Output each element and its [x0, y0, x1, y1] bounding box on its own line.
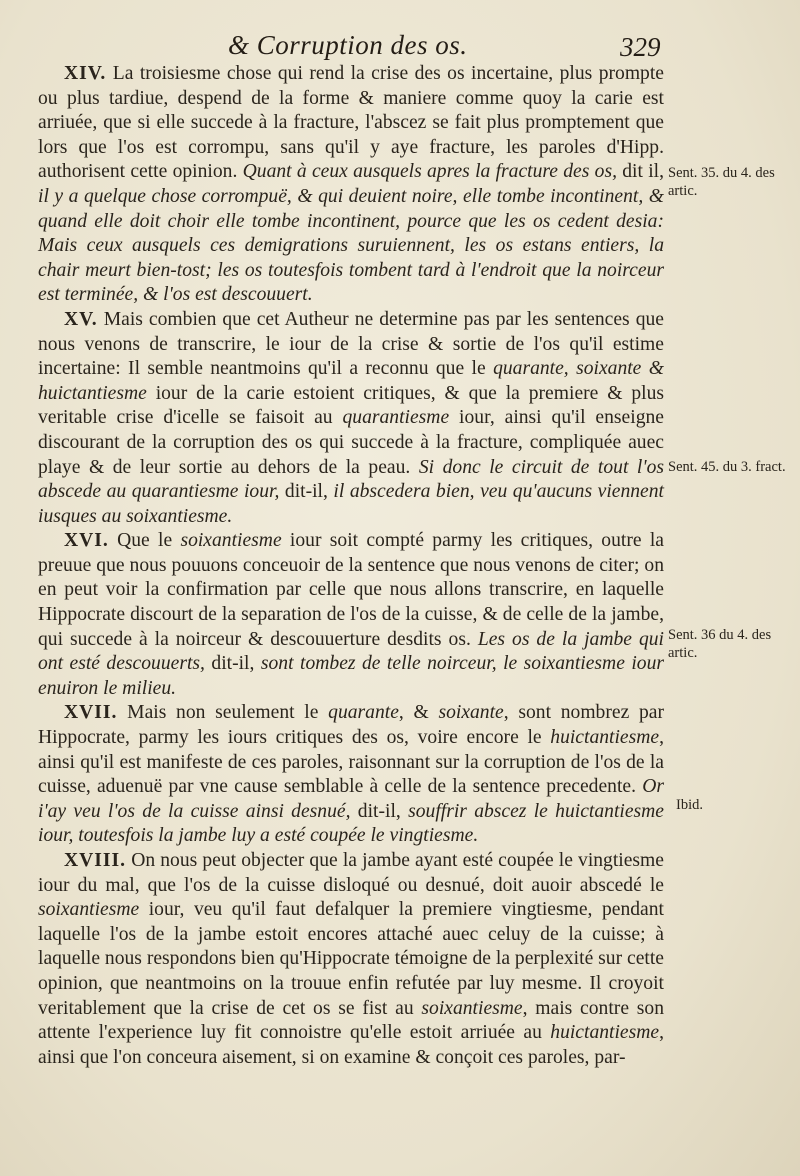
- paragraph-number: XV.: [64, 308, 98, 330]
- text: iour, ainsi qu'il enseigne discourant de la corruption des os qui succede à la fracture, compliquée auec playe & de leur sortie au dehors de la peau.: [38, 407, 664, 478]
- text: , mais contre son attente l'experience luy fit connoistre qu'elle estoit arriuée au: [38, 997, 664, 1044]
- text: dit-il,: [279, 481, 334, 503]
- page-header: [0, 26, 800, 66]
- paragraph-number: XVIII.: [64, 850, 127, 871]
- italic-text: huictantiesme: [550, 1022, 660, 1044]
- text: Que le: [108, 530, 181, 552]
- italic-text: sont tombez de telle noirceur, le soixantiesme iour enuiron le milieu.: [38, 653, 665, 699]
- margin-note: Ibid.: [676, 797, 703, 813]
- italic-text: Quant à ceux ausquels apres la fracture des os,: [242, 161, 617, 183]
- paragraph: [38, 701, 664, 849]
- text: iour, veu qu'il faut defalquer la premiere vingtiesme, pendant laquelle l'os de la jambe estoit encores attaché auec celuy de la cuisse; à laquelle nous respondons bien qu'Hippocrate témoigne de la perplexité sur cette opinion, que neantmoins on la trouue enfin refutée par luy mesme. Il croyoit veritablement que la crise de cet os se fist au: [38, 899, 664, 1019]
- italic-text: soixante: [438, 702, 504, 724]
- italic-text: souffrir abscez le huictantiesme iour, toutesfois la jambe luy a esté coupée le vingtiesme.: [38, 800, 664, 847]
- margin-note: Sent. 45. du 3. fract.: [668, 459, 786, 475]
- italic-text: Les os de la jambe qui ont esté descouuerts,: [38, 628, 665, 675]
- text: Mais non seulement le: [117, 702, 329, 724]
- italic-text: Or i'ay veu l'os de la cuisse ainsi desnué,: [38, 776, 664, 822]
- italic-text: soixantiesme: [421, 997, 523, 1019]
- italic-text: il y a quelque chose corrompuë, & qui deuient noire, elle tombe incontinent, & quand elle doit choir elle tombe incontinent, pource que les os cedent desia: Mais ceux ausquels ces demigrations suruiennent, les os estans entiers, la chair meurt bien-tost; les os toutesfois tombent tard à l'endroit que la noirceur est terminée, & l'os est descouuert.: [38, 185, 664, 306]
- italic-text: huictantiesme: [550, 727, 660, 749]
- italic-text: quarantiesme: [342, 407, 450, 429]
- text: dit-il,: [350, 800, 409, 822]
- italic-text: il abscedera bien, veu qu'aucuns viennent iusques au soixantiesme.: [38, 481, 664, 527]
- text: Mais combien que cet Autheur ne determine pas par les sentences que nous venons de transcrire, le iour de la crise & sortie de l'os qu'il estime incertaine: Il semble neantmoins qu'il a reconnu que le: [38, 308, 664, 380]
- paragraph-number: XVII.: [64, 702, 118, 724]
- italic-text: quarante, soixante & huictantiesme: [38, 358, 664, 404]
- paragraph: [38, 849, 664, 1070]
- italic-text: soixantiesme: [38, 899, 140, 921]
- text: dit-il,: [204, 653, 261, 675]
- text: On nous peut objecter que la jambe ayant esté coupée le vingtiesme iour du mal, que l'os de la cuisse disloqué ou desnué, doit auoir abscedé le: [38, 850, 664, 896]
- margin-note: Sent. 36 du 4. des artic.: [668, 627, 772, 661]
- paragraph: [38, 308, 664, 529]
- text: , sont nombrez par Hippocrate, parmy les iours critiques des os, voire encore le: [38, 702, 664, 749]
- paragraph: [38, 62, 664, 308]
- running-title: & Corruption des os.: [228, 30, 468, 60]
- main-text: [38, 62, 664, 1070]
- text: iour soit compté parmy les critiques, outre la preuue que nous pouuons conceuoir de la sentence que nous venons de citer; on en peut voir la confirmation par celle que nous allons transcrire, en laquelle Hippocrate discourt de la separation de l'os de la cuisse, & de celle de la jambe, qui succede à la noirceur & descouuerture desdits os.: [38, 530, 664, 650]
- text: iour de la carie estoient critiques, & que la premiere & plus veritable crise d'icelle se faisoit au: [38, 382, 664, 429]
- text: La troisiesme chose qui rend la crise des os incertaine, plus prompte ou plus tardiue, despend de la forme & maniere comme quoy la carie est arriuée, que si elle succede à la fracture, l'abscez se fait plus promptement que lors que l'os est corrompu, sans qu'il y aye fracture, les paroles d'Hipp. authorisent cette opinion.: [38, 63, 664, 183]
- paragraph-number: XIV.: [64, 63, 107, 84]
- text: , ainsi qu'il est manifeste de ces paroles, raisonnant sur la corruption de l'os de la cuisse, aduenuë par vne cause semblable à celle de la sentence precedente.: [38, 727, 664, 798]
- text: , ainsi que l'on conceura aisement, si on examine & conçoit ces paroles, par-: [38, 1022, 664, 1068]
- margin-note: Sent. 35. du 4. des artic.: [668, 165, 775, 199]
- page-number: 329: [620, 32, 661, 62]
- italic-text: soixantiesme: [180, 530, 282, 552]
- text: , &: [398, 702, 439, 724]
- italic-text: quarante: [328, 702, 399, 724]
- text: dit il,: [616, 161, 664, 183]
- paragraph: [38, 529, 664, 701]
- paragraph-number: XVI.: [64, 530, 109, 552]
- italic-text: Si donc le circuit de tout l'os abscede au quarantiesme iour,: [38, 456, 664, 503]
